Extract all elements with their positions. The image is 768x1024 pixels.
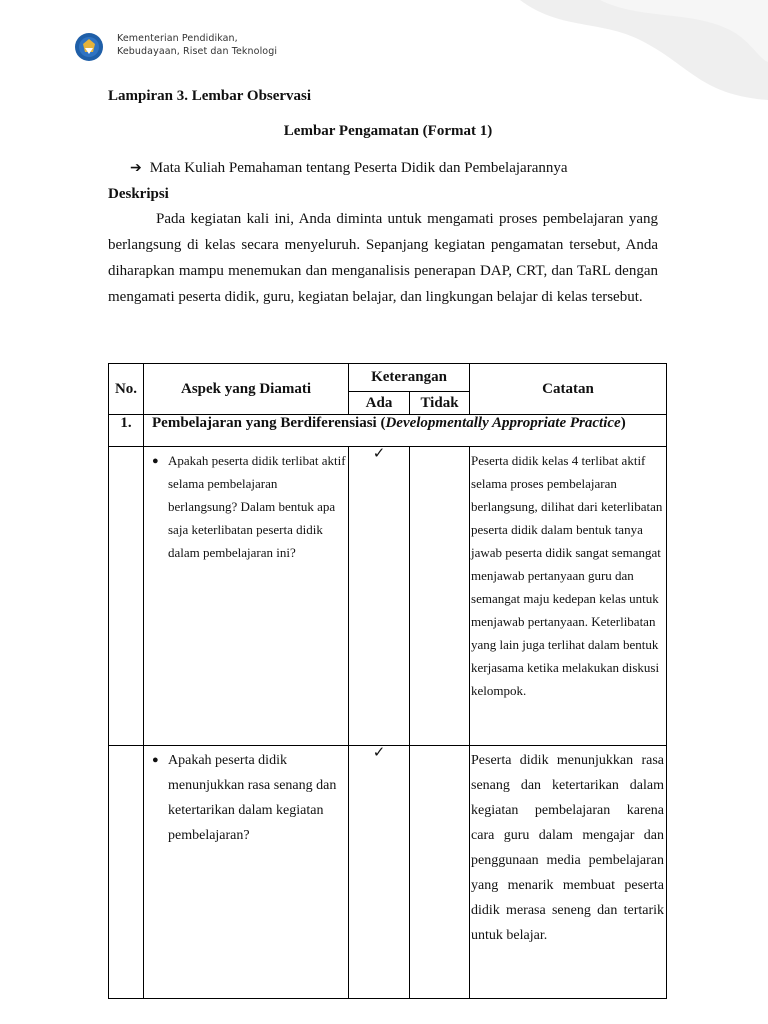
observation-table — [108, 363, 667, 999]
ministry-line-1: Kementerian Pendidikan, — [117, 33, 238, 44]
row-number-cell — [109, 447, 144, 746]
note-text: Peserta didik kelas 4 terlibat aktif selama proses pembelajaran berlangsung, dilihat dari keterlibatan peserta didik dalam bentuk tanya jawab peserta didik sangat semangat menjawab pertanyaan guru dan semangat maju kedepan kelas untuk menjawab pertanyaan. Keterlibatan yang lain juga terlihat dalam bentuk kerjasama ketika melakukan diskusi kelompok. — [471, 453, 663, 698]
header-aspect: Aspek yang Diamati — [144, 364, 349, 415]
header-ada: Ada — [349, 392, 410, 415]
ada-cell — [349, 447, 410, 746]
header-no: No. — [109, 364, 144, 415]
table-row — [109, 746, 667, 999]
tidak-cell — [410, 447, 470, 746]
description-heading: Deskripsi — [108, 186, 169, 202]
description-body: Pada kegiatan kali ini, Anda diminta untuk mengamati proses pembelajaran yang berlangsung di kelas secara menyeluruh. Sepanjang kegiatan pengamatan tersebut, Anda diharapkan mampu menemukan dan menganalisis penerapan DAP, CRT, dan TaRL dengan mengamati peserta didik, guru, kegiatan belajar, dan lingkungan belajar di kelas tersebut. — [108, 211, 658, 305]
header-catatan: Catatan — [470, 364, 667, 415]
section-title-text: Pembelajaran yang Berdiferensiasi ( — [152, 415, 386, 431]
note-text: Peserta didik menunjukkan rasa senang dan ketertarikan dalam kegiatan pembelajaran karena cara guru dalam mengajar dan penggunaan media pembelajaran yang menarik membuat peserta didik merasa seneng dan tertarik untuk belajar. — [471, 753, 665, 943]
section-title-close: ) — [620, 415, 626, 431]
aspect-text: Apakah peserta didik menunjukkan rasa senang dan ketertarikan dalam kegiatan pembelajaran? — [168, 753, 337, 843]
course-name: Mata Kuliah Pemahaman tentang Peserta Didik dan Pembelajarannya — [149, 160, 568, 176]
check-icon: ✓ — [372, 446, 386, 462]
ministry-logo-icon — [74, 32, 104, 62]
section-title — [144, 415, 667, 447]
table-row — [109, 447, 667, 746]
note-cell — [470, 746, 667, 999]
note-cell — [470, 447, 667, 746]
bullet-icon: ● — [152, 455, 159, 467]
check-icon: ✓ — [372, 745, 386, 761]
ministry-line-2: Kebudayaan, Riset dan Teknologi — [117, 46, 278, 57]
aspect-text: Apakah peserta didik terlibat aktif selama pembelajaran berlangsung? Dalam bentuk apa saja keterlibatan peserta didik dalam pembelajaran ini? — [168, 453, 346, 560]
row-number-cell — [109, 746, 144, 999]
course-line — [130, 160, 568, 177]
header-keterangan: Keterangan — [349, 364, 470, 392]
ministry-name — [117, 32, 277, 58]
document-title: Lembar Pengamatan (Format 1) — [283, 123, 493, 139]
appendix-heading: Lampiran 3. Lembar Observasi — [108, 88, 312, 104]
aspect-cell — [144, 746, 349, 999]
section-number: 1. — [109, 415, 144, 447]
right-arrow-icon: ➔ — [130, 161, 142, 176]
aspect-cell — [144, 447, 349, 746]
header-tidak: Tidak — [410, 392, 470, 415]
tidak-cell — [410, 746, 470, 999]
section-title-italic: Developmentally Appropriate Practice — [385, 415, 621, 431]
ada-cell — [349, 746, 410, 999]
bullet-icon: ● — [152, 754, 159, 766]
